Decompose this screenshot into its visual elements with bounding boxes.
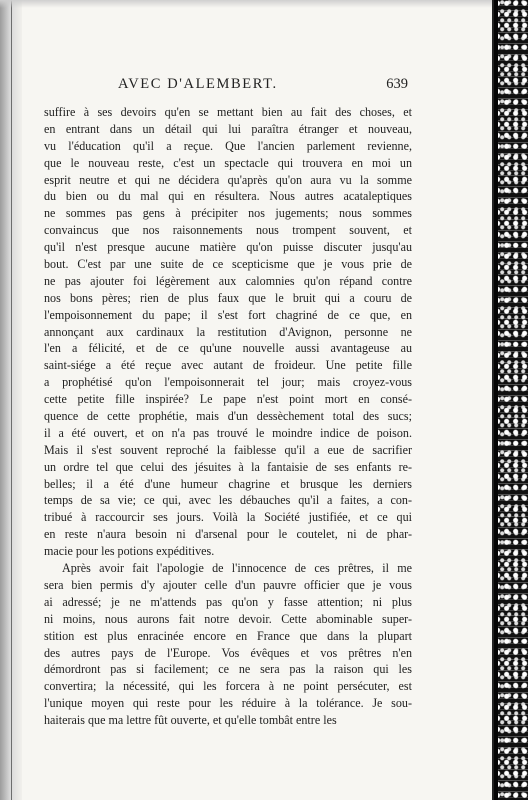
text-line: annonçant aux cardinaux la restitution d'Avignon, personne ne bbox=[44, 324, 412, 339]
text-line: saint-siége a été reçue avec autant de froideur. Une petite fille bbox=[44, 358, 412, 373]
text-line: haiterais que ma lettre fût ouverte, et qu'elle tombât entre les bbox=[44, 713, 337, 728]
text-line: en reste n'aura besoin ni d'arsenal pour le coutelet, ni de phar- bbox=[44, 527, 412, 542]
text-line: ne pas ajouter foi légèrement aux calomnies qu'on répand contre bbox=[44, 273, 412, 288]
text-line: sera bien permis d'y ajouter celle d'un pauvre officier que je vous bbox=[44, 577, 412, 592]
text-line: a prophétisé qu'on l'empoisonnerait tel jour; mais croyez-vous bbox=[44, 375, 412, 390]
text-line: ai adressé; je ne m'attends pas qu'on y fasse attention; ni plus bbox=[44, 594, 412, 609]
text-line: stition est plus enracinée encore en France que dans la plupart bbox=[44, 628, 412, 643]
text-line: en entrant dans un détail qui lui paraîtra étranger et nouveau, bbox=[44, 121, 412, 136]
text-line: esprit neutre et qui ne décidera qu'après qu'on aura vu la somme bbox=[44, 172, 412, 187]
text-line: belles; il a été d'une humeur chagrine et brusque les derniers bbox=[44, 476, 412, 491]
text-line: ni moins, nous aurons fait notre devoir. Cette abominable super- bbox=[44, 611, 412, 626]
text-line: des autres pays de l'Europe. Vos évêques et vos prêtres n'en bbox=[44, 645, 412, 660]
text-line: du bien ou du mal qui en résultera. Nous autres acataleptiques bbox=[44, 189, 412, 204]
text-line: il a été ouvert, et on n'a pas trouvé le moindre indice de poison. bbox=[44, 425, 412, 440]
text-line: tribué à raccourcir ses jours. Voilà la Société justifiée, et ce qui bbox=[44, 510, 412, 525]
text-line: démordront pas si facilement; ce ne sera pas la raison qui les bbox=[44, 662, 412, 677]
page-number: 639 bbox=[386, 76, 408, 92]
text-line: un ordre tel que celui des jésuites à la fantaisie de ses enfants re- bbox=[44, 459, 412, 474]
text-line: suffire à ses devoirs qu'en se mettant bien au fait des choses, et bbox=[44, 105, 412, 119]
text-line: convaincus que nos raisonnements nous trompent souvent, et bbox=[44, 223, 412, 238]
text-line: que le nouveau reste, c'est un spectacle qui trouvera en moi un bbox=[44, 155, 412, 170]
text-line: macie pour les potions expéditives. bbox=[44, 544, 215, 559]
gutter-line bbox=[11, 0, 12, 800]
text-line: Mais il s'est souvent reproché la faiblesse qu'il a eue de sacrifier bbox=[44, 442, 412, 457]
text-line: l'empoisonnement du pape; il s'est fort chagriné de ce que, en bbox=[44, 307, 412, 322]
running-title: AVEC D'ALEMBERT. bbox=[118, 76, 278, 92]
top-edge-shadow bbox=[0, 0, 492, 8]
text-line: vu l'éducation qu'il a reçue. Que l'ancien parlement revienne, bbox=[44, 138, 412, 153]
text-line: convertira; la nécessité, qui les forcera à ne point persécuter, est bbox=[44, 679, 412, 694]
text-line: Après avoir fait l'apologie de l'innocence de ces prêtres, il me bbox=[62, 561, 412, 576]
text-line: l'en a félicité, et de ce qu'une nouvelle aussi avantageuse au bbox=[44, 341, 412, 356]
page-header bbox=[48, 76, 408, 96]
text-line: ne sommes pas gens à précipiter nos jugements; nous sommes bbox=[44, 206, 412, 221]
page-edge-strip bbox=[494, 0, 528, 800]
text-line: cette petite fille inspirée? Le pape n'est point mort en consé- bbox=[44, 392, 412, 407]
text-line: bout. C'est par une suite de ce scepticisme que je vous prie de bbox=[44, 257, 412, 272]
page-edge-shadow bbox=[494, 0, 498, 800]
text-line: quence de cette prophétie, mais d'un dessèchement total des sucs; bbox=[44, 409, 412, 424]
text-line: temps de sa vie; ce qui, avec les débauches qu'il a faites, a con- bbox=[44, 493, 412, 508]
text-line: l'unique moyen qui reste pour les réduire à la tolérance. Je sou- bbox=[44, 696, 412, 711]
text-line: qu'il n'est presque aucune matière qu'on puisse discuter jusqu'au bbox=[44, 240, 412, 255]
body-text bbox=[44, 104, 412, 729]
text-line: nos bons pères; rien de plus faux que le bruit qui a couru de bbox=[44, 290, 412, 305]
